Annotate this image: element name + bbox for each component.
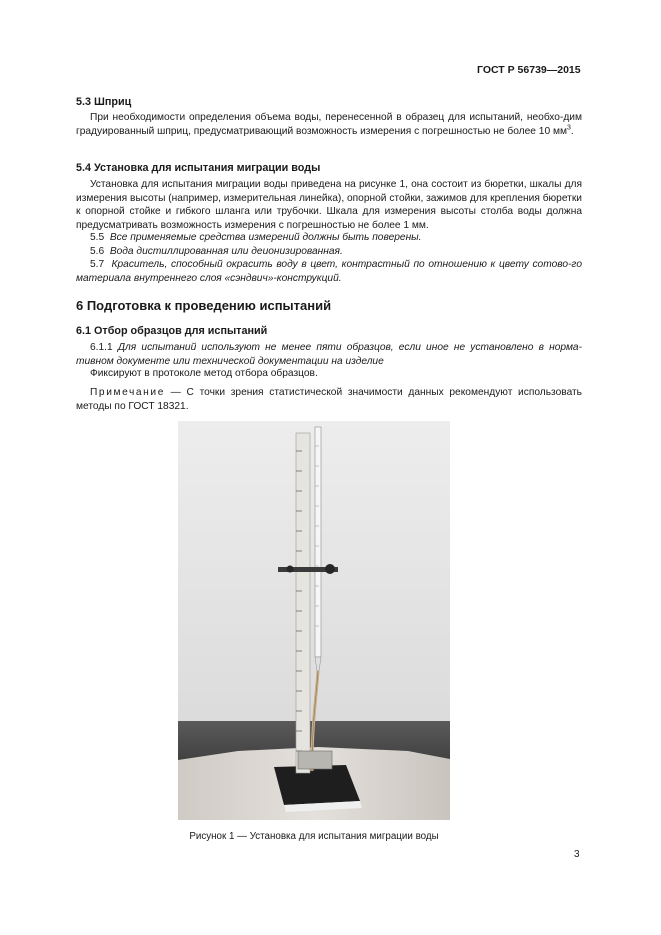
section-5-6-number: 5.6 — [90, 246, 105, 257]
section-6-title: 6 Подготовка к проведению испытаний — [76, 298, 332, 313]
section-5-7 — [76, 258, 582, 285]
section-5-5-text: Все применяемые средства измерений должны быть поверены. — [109, 232, 422, 243]
page-number: 3 — [574, 849, 580, 860]
section-5-5-number: 5.5 — [90, 232, 105, 243]
section-6-1-1-number: 6.1.1 — [90, 342, 113, 353]
section-5-3-text — [76, 111, 582, 138]
note-text: — С точки зрения статистической значимости данных рекомендуют использовать методы по ГОСТ 18321. — [76, 387, 582, 412]
section-6-1-title: 6.1 Отбор образцов для испытаний — [76, 325, 268, 337]
section-5-6 — [76, 245, 582, 259]
section-6-1-1-text2: Фиксируют в протоколе метод отбора образцов. — [90, 368, 318, 379]
figure-caption: Рисунок 1 — Установка для испытания миграции воды — [189, 831, 439, 842]
section-5-5 — [76, 231, 582, 245]
section-5-3-text-main: При необходимости определения объема воды, перенесенной в образец для испытаний, необхо-дим градуированный шприц, предусматривающий возможность измерения с погрешностью не более 10 мм — [76, 112, 582, 137]
note — [76, 386, 582, 413]
section-5-3-title: 5.3 Шприц — [76, 96, 132, 108]
figure-photo — [178, 421, 450, 820]
section-6-1-1 — [76, 341, 582, 368]
section-5-4-text: Установка для испытания миграции воды приведена на рисунке 1, она состоит из бюретки, шкалы для измерения высоты (например, измерительная линейка), опорной стойки, зажимов для крепления бюретки к опорной стойке и гибкого шланга или трубочки. Шкала для измерения высоты столба воды должна предусматривать возможность измерения с погрешностью не более 1 мм. — [76, 179, 582, 231]
section-5-3-text-end: . — [570, 125, 574, 137]
section-5-6-text: Вода дистиллированная или деионизированная. — [109, 246, 343, 257]
superscript: 3 — [566, 124, 571, 132]
standard-number: ГОСТ Р 56739—2015 — [477, 64, 581, 76]
section-6-1-1-text: Для испытаний используют не менее пяти образцов, если иное не установлено в норма-тивном документе или технической документации на изделие — [76, 342, 582, 367]
section-5-7-text: Краситель, способный окрасить воду в цвет, контрастный по отношению к цвету сотово-го материала внутреннего слоя «сэндвич»-конструкций. — [76, 259, 582, 284]
section-5-7-number: 5.7 — [90, 259, 105, 270]
note-label: Примечание — [90, 387, 165, 398]
section-5-4-title: 5.4 Установка для испытания миграции воды — [76, 162, 321, 174]
